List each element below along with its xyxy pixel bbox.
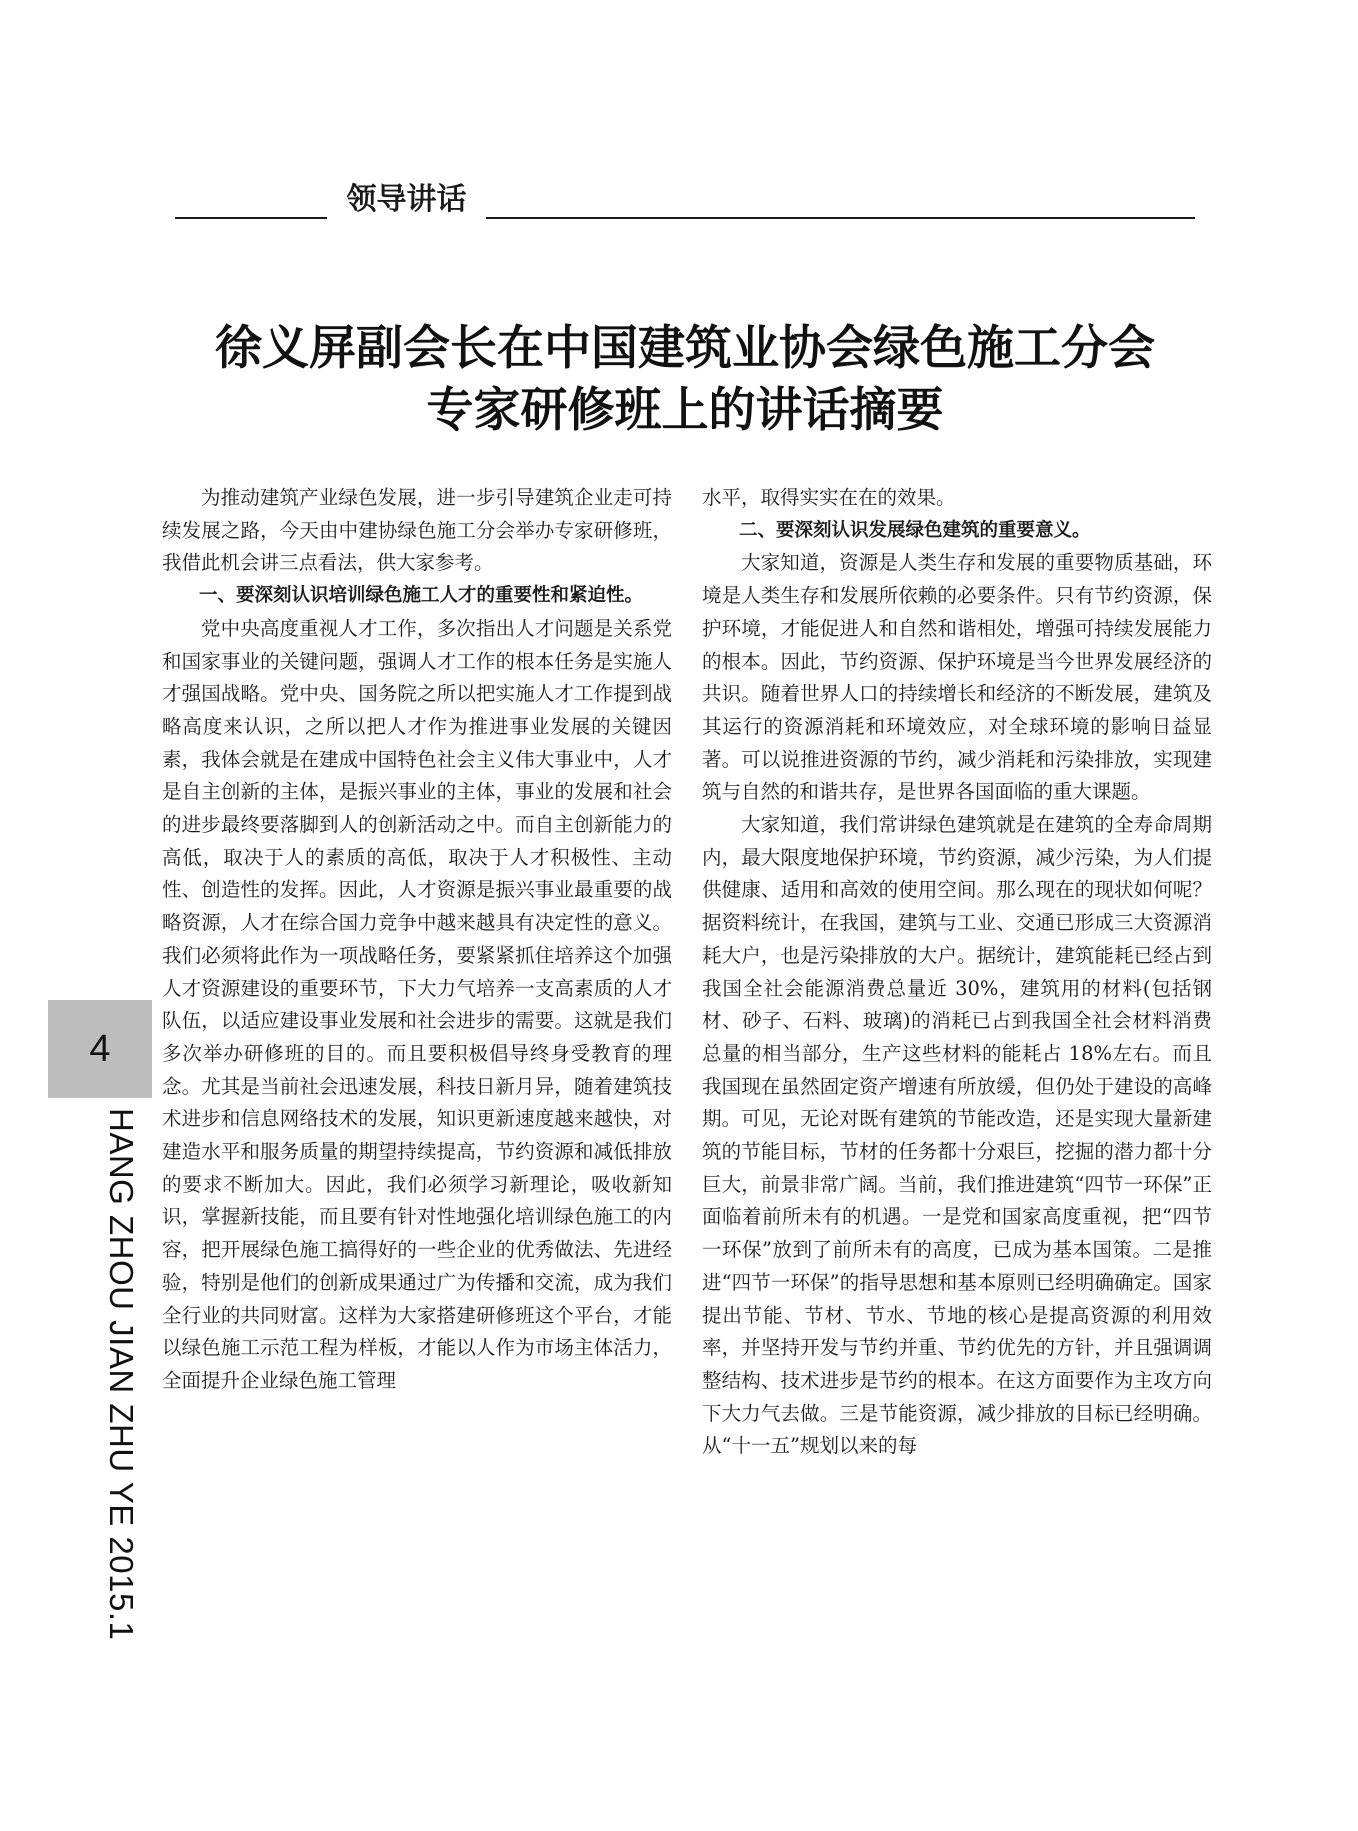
section-label: 领导讲话	[346, 182, 467, 217]
header-rule-left	[175, 217, 327, 219]
title-line-2: 专家研修班上的讲话摘要	[426, 383, 944, 438]
journal-mark: HANG ZHOU JIAN ZHU YE 2015.1	[103, 1108, 140, 1641]
section-header	[175, 180, 1195, 220]
body-paragraph: 大家知道，我们常讲绿色建筑就是在建筑的全寿命周期内，最大限度地保护环境，节约资源，减少污染，为人们提供健康、适用和高效的使用空间。那么现在的现状如何呢？据资料统计，在我国，建筑与工业、交通已形成三大资源消耗大户，也是污染排放的大户。据统计，建筑能耗已经占到我国全社会能源消费总量近 30%，建筑用的材料(包括钢材、砂子、石料、玻璃)的消耗已占到我国全社会材料消费总量的相当部分，生产这些材料的能耗占 18%左右。而且我国现在虽然固定资产增速有所放缓，但仍处于建设的高峰期。可见，无论对既有建筑的节能改造，还是实现大量新建筑的节能目标，节材的任务都十分艰巨，挖掘的潜力都十分巨大，前景非常广阔。当前，我们推进建筑“四节一环保”正面临着前所未有的机遇。一是党和国家高度重视，把“四节一环保”放到了前所未有的高度，已成为基本国策。二是推进“四节一环保”的指导思想和基本原则已经明确确定。国家提出节能、节材、节水、节地的核心是提高资源的利用效率，并坚持开发与节约并重、节约优先的方针，并且强调调整结构、技术进步是节约的根本。在这方面要作为主攻方向下大力气去做。三是节能资源，减少排放的目标已经明确。从“十一五”规划以来的每	[702, 813, 1212, 1458]
body-paragraph: 大家知道，资源是人类生存和发展的重要物质基础，环境是人类生存和发展所依赖的必要条件。只有节约资源，保护环境，才能促进人和自然和谐相处，增强可持续发展能力的根本。因此，节约资源、保护环境是当今世界发展经济的共识。随着世界人口的持续增长和经济的不断发展，建筑及其运行的资源消耗和环境效应，对全球环境的影响日益显著。可以说推进资源的节约，减少消耗和污染排放，实现建筑与自然的和谐共存，是世界各国面临的重大课题。	[702, 551, 1212, 804]
body-paragraph: 党中央高度重视人才工作，多次指出人才问题是关系党和国家事业的关键问题，强调人才工作的根本任务是实施人才强国战略。党中央、国务院之所以把实施人才工作提到战略高度来认识，之所以把人才作为推进事业发展的关键因素，我体会就是在建成中国特色社会主义伟大事业中，人才是自主创新的主体，是振兴事业的主体，事业的发展和社会的进步最终要落脚到人的创新活动之中。而自主创新能力的高低，取决于人的素质的高低，取决于人才积极性、主动性、创造性的发挥。因此，人才资源是振兴事业最重要的战略资源，人才在综合国力竞争中越来越具有决定性的意义。我们必须将此作为一项战略任务，要紧紧抓住培养这个加强人才资源建设的重要环节，下大力气培养一支高素质的人才队伍，以适应建设事业发展和社会进步的需要。这就是我们多次举办研修班的目的。而且要积极倡导终身受教育的理念。尤其是当前社会迅速发展，科技日新月异，随着建筑技术进步和信息网络技术的发展，知识更新速度越来越快，对建造水平和服务质量的期望持续提高，节约资源和减低排放的要求不断加大。因此，我们必须学习新理论，吸收新知识，掌握新技能，而且要有针对性地强化培训绿色施工的内容，把开展绿色施工搞得好的一些企业的优秀做法、先进经验，特别是他们的创新成果通过广为传播和交流，成为我们全行业的共同财富。这样为大家搭建研修班这个平台，才能以绿色施工示范工程为样板，才能以人作为市场主体活力，全面提升企业绿色施工管理	[162, 616, 672, 1392]
section-heading-1: 一、要深刻认识培训绿色施工人才的重要性和紧迫性。	[199, 585, 644, 607]
header-rule-right	[486, 217, 1195, 219]
article-title	[175, 318, 1195, 442]
section-heading-2: 二、要深刻认识发展绿色建筑的重要意义。	[739, 519, 1091, 541]
intro-paragraph: 为推动建筑产业绿色发展，进一步引导建筑企业走可持续发展之路，今天由中建协绿色施工分会举办专家研修班，我借此机会讲三点看法，供大家参考。	[162, 486, 672, 575]
page-number-box	[48, 1000, 152, 1098]
right-column	[702, 482, 1212, 1463]
title-line-1: 徐义屏副会长在中国建筑业协会绿色施工分会	[215, 321, 1155, 376]
left-column	[162, 482, 672, 1398]
continued-paragraph: 水平，取得实实在在的效果。	[702, 486, 956, 509]
page-number: 4	[89, 1027, 111, 1070]
